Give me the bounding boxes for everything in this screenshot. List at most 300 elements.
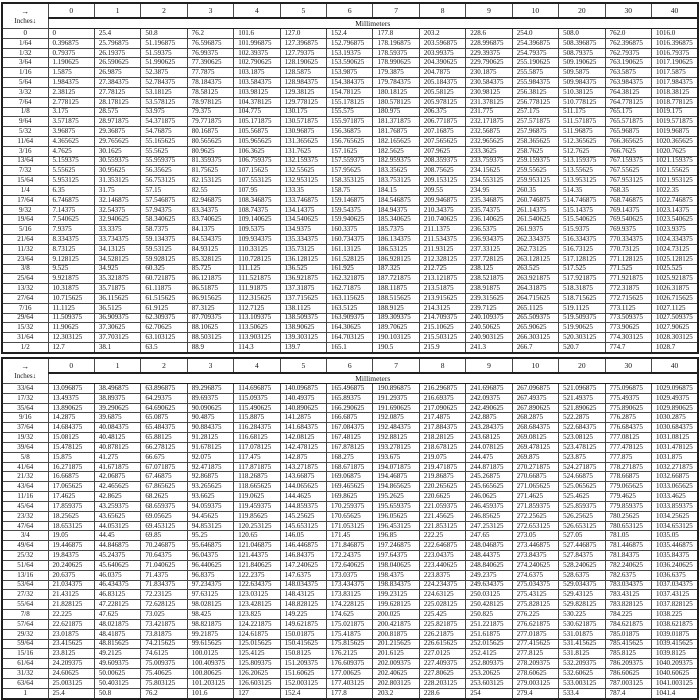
row-label: 15/32 xyxy=(2,323,48,333)
table-cell: 276.621875 xyxy=(512,619,558,629)
table-cell: 104.378125 xyxy=(234,97,280,107)
table-cell: 263.128125 xyxy=(512,254,558,264)
table-cell: 192.0875 xyxy=(373,413,419,423)
table-cell: 90.4875 xyxy=(187,413,233,423)
table-cell: 30.95625 xyxy=(94,166,140,176)
table-cell: 0 xyxy=(48,29,94,39)
table-cell: 168.671875 xyxy=(327,462,373,472)
table-cell: 526.25625 xyxy=(559,511,605,521)
table-cell: 77.390625 xyxy=(187,58,233,68)
table-cell: 1016.0 xyxy=(651,29,698,39)
row-label: 39/64 xyxy=(2,442,48,452)
table-cell: 510.778125 xyxy=(559,97,605,107)
table-cell: 785.8125 xyxy=(605,649,651,659)
table-row xyxy=(2,462,698,472)
table-cell: 1021.953125 xyxy=(651,176,698,186)
table-cell: 781.05 xyxy=(605,531,651,541)
table-cell: 26.590625 xyxy=(94,58,140,68)
table-cell: 191.690625 xyxy=(373,403,419,413)
table-cell: 193.278125 xyxy=(373,442,419,452)
table-row xyxy=(2,678,698,688)
table-cell: 179.3875 xyxy=(373,68,419,78)
row-label: 15/64 xyxy=(2,176,48,186)
table-row xyxy=(2,511,698,521)
table-cell: 82.153125 xyxy=(187,176,233,186)
table-cell: 176.2125 xyxy=(327,649,373,659)
table-cell: 59.134375 xyxy=(141,235,187,245)
table-cell: 204.390625 xyxy=(419,58,465,68)
table-cell: 248.44375 xyxy=(466,551,512,561)
table-cell: 138.1125 xyxy=(280,303,326,313)
table-cell: 243.284375 xyxy=(466,423,512,433)
table-cell: 519.1125 xyxy=(559,303,605,313)
table-cell: 1035.05 xyxy=(651,531,698,541)
table-cell: 126.603125 xyxy=(234,678,280,688)
table-cell: 1032.66875 xyxy=(651,472,698,482)
table-cell: 25.4 xyxy=(48,688,94,699)
table-cell: 87.3125 xyxy=(187,303,233,313)
table-cell: 205.58125 xyxy=(419,87,465,97)
table-row xyxy=(2,225,698,235)
table-cell: 237.33125 xyxy=(466,244,512,254)
table-cell: 277.415625 xyxy=(512,639,558,649)
table-cell: 1039.8125 xyxy=(651,649,698,659)
table-cell: 12.303125 xyxy=(48,333,94,343)
table-cell: 87.709375 xyxy=(187,313,233,323)
table-cell: 1025.525 xyxy=(651,264,698,274)
table-cell: 156.765625 xyxy=(327,136,373,146)
table-cell: 159.54375 xyxy=(327,205,373,215)
table-cell: 215.503125 xyxy=(419,333,465,343)
table-cell: 514.746875 xyxy=(559,195,605,205)
table-cell: 178.990625 xyxy=(373,58,419,68)
col-header-8: 8 xyxy=(419,358,465,373)
table-cell: 172.640625 xyxy=(327,560,373,570)
col-header-2: 2 xyxy=(141,358,187,373)
row-label: 27/32 xyxy=(2,590,48,600)
table-cell: 119.85625 xyxy=(234,511,280,521)
table-cell: 1023.9375 xyxy=(651,225,698,235)
table-cell: 1027.509375 xyxy=(651,313,698,323)
table-cell: 71.834375 xyxy=(141,580,187,590)
table-cell: 234.553125 xyxy=(466,176,512,186)
table-cell: 99.615625 xyxy=(187,639,233,649)
table-cell: 7.9375 xyxy=(48,225,94,235)
table-cell: 209.946875 xyxy=(419,195,465,205)
table-cell: 144.065625 xyxy=(280,482,326,492)
row-label: 1/32 xyxy=(2,48,48,58)
table-row xyxy=(2,384,698,394)
table-cell: 61.11875 xyxy=(141,284,187,294)
table-cell: 172.24375 xyxy=(327,551,373,561)
col-header-8: 8 xyxy=(419,3,465,18)
table-row xyxy=(2,107,698,117)
row-label: 13/64 xyxy=(2,156,48,166)
table-cell: 12.7 xyxy=(48,343,94,354)
table-cell: 220.6625 xyxy=(419,492,465,502)
table-cell: 159.146875 xyxy=(327,195,373,205)
table-cell: 41.275 xyxy=(94,452,140,462)
table-cell: 134.9375 xyxy=(280,225,326,235)
table-cell: 250.428125 xyxy=(466,600,512,610)
table-row xyxy=(2,264,698,274)
table-row xyxy=(2,521,698,531)
table-cell: 145.25625 xyxy=(280,511,326,521)
table-cell: 202.009375 xyxy=(373,659,419,669)
table-cell: 95.646875 xyxy=(187,541,233,551)
table-cell: 1025.921875 xyxy=(651,274,698,284)
row-label: 31/64 xyxy=(2,333,48,343)
table-cell: 519.509375 xyxy=(559,313,605,323)
row-label: 21/64 xyxy=(2,235,48,245)
table-cell: 228.203125 xyxy=(419,678,465,688)
table-cell: 779.859375 xyxy=(605,501,651,511)
table-cell: 1019.571875 xyxy=(651,117,698,127)
table-cell: 58.7375 xyxy=(141,225,187,235)
table-cell: 125.015625 xyxy=(234,639,280,649)
table-row xyxy=(2,669,698,679)
table-cell: 522.684375 xyxy=(559,423,605,433)
col-header-4: 4 xyxy=(234,3,280,18)
table-row xyxy=(2,551,698,561)
table-cell: 140.096875 xyxy=(280,384,326,394)
table-cell: 86.51875 xyxy=(187,284,233,294)
table-cell: 217.884375 xyxy=(419,423,465,433)
table-row xyxy=(2,48,698,58)
row-label: 9/64 xyxy=(2,117,48,127)
table-cell: 100.0125 xyxy=(187,649,233,659)
table-cell: 133.746875 xyxy=(280,195,326,205)
table-cell: 253.20625 xyxy=(466,669,512,679)
table-cell: 74.6125 xyxy=(141,649,187,659)
table-row xyxy=(2,639,698,649)
table-cell: 265.90625 xyxy=(512,323,558,333)
table-cell: 67.071875 xyxy=(141,462,187,472)
table-cell: 533.003125 xyxy=(559,678,605,688)
col-header-9: 9 xyxy=(466,358,512,373)
table-cell: 225.821875 xyxy=(419,619,465,629)
table-cell: 92.075 xyxy=(187,452,233,462)
table-cell: 98.028125 xyxy=(187,600,233,610)
table-cell: 20.240625 xyxy=(48,560,94,570)
table-cell: 1028.7 xyxy=(651,343,698,354)
table-row xyxy=(2,590,698,600)
table-cell: 128.984375 xyxy=(280,78,326,88)
table-cell: 1021.159375 xyxy=(651,156,698,166)
table-cell: 217.4875 xyxy=(419,413,465,423)
table-cell: 251.221875 xyxy=(466,619,512,629)
inches-label: Inches↓ xyxy=(14,371,37,380)
table-cell: 513.953125 xyxy=(559,176,605,186)
table-cell: 47.625 xyxy=(94,610,140,620)
row-label: 5/8 xyxy=(2,452,48,462)
table-cell: 44.053125 xyxy=(94,521,140,531)
table-cell: 1041.4 xyxy=(651,688,698,699)
table-cell: 214.3125 xyxy=(419,303,465,313)
table-cell: 63.896875 xyxy=(141,384,187,394)
table-cell: 72.628125 xyxy=(141,600,187,610)
table-cell: 200.81875 xyxy=(373,629,419,639)
table-cell: 11.1125 xyxy=(48,303,94,313)
table-cell: 138.90625 xyxy=(280,323,326,333)
table-cell: 523.478125 xyxy=(559,442,605,452)
table-cell: 164.703125 xyxy=(327,333,373,343)
table-cell: 513.159375 xyxy=(559,156,605,166)
table-cell: 1030.684375 xyxy=(651,423,698,433)
row-label: 57/64 xyxy=(2,619,48,629)
table-cell: 1023.14375 xyxy=(651,205,698,215)
row-label: 23/64 xyxy=(2,254,48,264)
table-row xyxy=(2,166,698,176)
table-cell: 219.471875 xyxy=(419,462,465,472)
table-cell: 121.046875 xyxy=(234,541,280,551)
row-label: 7/64 xyxy=(2,97,48,107)
table-row xyxy=(2,254,698,264)
table-cell: 177.00625 xyxy=(327,669,373,679)
table-cell: 198.4375 xyxy=(373,570,419,580)
table-cell: 777.478125 xyxy=(605,442,651,452)
table-cell: 175.41875 xyxy=(327,629,373,639)
table-cell: 242.490625 xyxy=(466,403,512,413)
table-cell: 529.034375 xyxy=(559,580,605,590)
table-cell: 509.5875 xyxy=(559,68,605,78)
table-cell: 267.49375 xyxy=(512,393,558,403)
table-cell: 84.93125 xyxy=(187,244,233,254)
table-cell: 766.7625 xyxy=(605,146,651,156)
table-cell: 511.571875 xyxy=(559,117,605,127)
table-cell: 785.01875 xyxy=(605,629,651,639)
table-cell: 152.4 xyxy=(280,688,326,699)
table-cell: 1024.334375 xyxy=(651,235,698,245)
table-cell: 1030.2875 xyxy=(651,413,698,423)
table-cell: 21.034375 xyxy=(48,580,94,590)
table-cell: 55.959375 xyxy=(141,156,187,166)
table-cell: 225.028125 xyxy=(419,600,465,610)
table-cell: 250.03125 xyxy=(466,590,512,600)
table-cell: 521.096875 xyxy=(559,384,605,394)
table-cell: 262.334375 xyxy=(512,235,558,245)
table-cell: 783.034375 xyxy=(605,580,651,590)
table-cell: 118.26875 xyxy=(234,472,280,482)
table-cell: 217.090625 xyxy=(419,403,465,413)
table-cell: 67.46875 xyxy=(141,472,187,482)
table-cell: 61.9125 xyxy=(141,303,187,313)
table-cell: 157.559375 xyxy=(327,156,373,166)
table-cell: 107.553125 xyxy=(234,176,280,186)
table-cell: 13.096875 xyxy=(48,384,94,394)
table-row xyxy=(2,610,698,620)
table-cell: 778.271875 xyxy=(605,462,651,472)
table-cell: 166.290625 xyxy=(327,403,373,413)
table-cell: 189.70625 xyxy=(373,323,419,333)
table-row xyxy=(2,541,698,551)
table-cell: 152.796875 xyxy=(327,38,373,48)
table-cell: 143.271875 xyxy=(280,462,326,472)
table-cell: 44.45 xyxy=(94,531,140,541)
table-cell: 15.478125 xyxy=(48,442,94,452)
table-cell: 1016.79375 xyxy=(651,48,698,58)
table-cell: 165.89375 xyxy=(327,393,373,403)
table-cell: 71.040625 xyxy=(141,560,187,570)
table-cell: 115.09375 xyxy=(234,393,280,403)
table-cell: 782.6375 xyxy=(605,570,651,580)
table-cell: 176.609375 xyxy=(327,659,373,669)
table-cell: 771.921875 xyxy=(605,274,651,284)
table-cell: 190.103125 xyxy=(373,333,419,343)
table-cell: 38.1 xyxy=(94,343,140,354)
table-cell: 3.571875 xyxy=(48,117,94,127)
table-cell: 509.984375 xyxy=(559,78,605,88)
table-cell: 247.65 xyxy=(466,531,512,541)
table-cell: 191.29375 xyxy=(373,393,419,403)
col-header-0: 0 xyxy=(48,3,94,18)
table-cell: 787.4 xyxy=(605,688,651,699)
table-cell: 98.425 xyxy=(187,610,233,620)
table-cell: 1033.859375 xyxy=(651,501,698,511)
table-cell: 48.021875 xyxy=(94,619,140,629)
table-cell: 241.696875 xyxy=(466,384,512,394)
col-header-10: 10 xyxy=(512,3,558,18)
table-cell: 96.04375 xyxy=(187,551,233,561)
table-cell: 70.64375 xyxy=(141,551,187,561)
table-cell: 18.25625 xyxy=(48,511,94,521)
row-label: 5/64 xyxy=(2,78,48,88)
table-row xyxy=(2,501,698,511)
table-cell: 1038.621875 xyxy=(651,619,698,629)
table-cell: 218.678125 xyxy=(419,442,465,452)
table-cell: 1037.828125 xyxy=(651,600,698,610)
table-cell: 148.034375 xyxy=(280,580,326,590)
table-cell: 239.7125 xyxy=(466,303,512,313)
table-cell: 15.875 xyxy=(48,452,94,462)
row-label: 43/64 xyxy=(2,482,48,492)
table-cell: 171.45 xyxy=(327,531,373,541)
row-label: 3/8 xyxy=(2,264,48,274)
table-cell: 3.175 xyxy=(48,107,94,117)
table-cell: 230.98125 xyxy=(466,87,512,97)
table-cell: 279.4 xyxy=(512,688,558,699)
table-cell: 60.325 xyxy=(141,264,187,274)
table-cell: 1020.7625 xyxy=(651,146,698,156)
table-cell: 219.86875 xyxy=(419,472,465,482)
row-label: 53/64 xyxy=(2,580,48,590)
table-cell: 51.59375 xyxy=(141,48,187,58)
table-cell: 94.853125 xyxy=(187,521,233,531)
row-label: 15/16 xyxy=(2,649,48,659)
table-cell: 770.73125 xyxy=(605,244,651,254)
table-cell: 28.971875 xyxy=(94,117,140,127)
table-cell: 73.81875 xyxy=(141,629,187,639)
table-cell: 182.959375 xyxy=(373,156,419,166)
table-cell: 16.66875 xyxy=(48,472,94,482)
table-cell: 112.7125 xyxy=(234,303,280,313)
table-row xyxy=(2,58,698,68)
table-cell: 34.528125 xyxy=(94,254,140,264)
table-cell: 229.790625 xyxy=(466,58,512,68)
table-cell: 232.171875 xyxy=(466,117,512,127)
table-cell: 1021.55625 xyxy=(651,166,698,176)
table-row xyxy=(2,78,698,88)
table-cell: 14.2875 xyxy=(48,413,94,423)
table-cell: 28.178125 xyxy=(94,97,140,107)
table-cell: 1031.875 xyxy=(651,452,698,462)
table-cell: 247.253125 xyxy=(466,521,512,531)
table-cell: 764.38125 xyxy=(605,87,651,97)
table-cell: 148.43125 xyxy=(280,590,326,600)
table-cell: 1032.271875 xyxy=(651,462,698,472)
table-cell: 53.18125 xyxy=(141,87,187,97)
table-cell: 182.5625 xyxy=(373,146,419,156)
table-cell: 1018.778125 xyxy=(651,97,698,107)
col-header-0: 0 xyxy=(48,358,94,373)
table-cell: 43.259375 xyxy=(94,501,140,511)
table-cell: 98.821875 xyxy=(187,619,233,629)
row-label: 29/32 xyxy=(2,629,48,639)
table-cell: 69.05625 xyxy=(141,511,187,521)
col-header-3: 3 xyxy=(187,3,233,18)
table-cell: 25.4 xyxy=(94,29,140,39)
table-cell: 261.540625 xyxy=(512,215,558,225)
table-cell: 228.6 xyxy=(466,29,512,39)
table-cell: 173.434375 xyxy=(327,580,373,590)
table-cell: 132.159375 xyxy=(280,156,326,166)
table-cell: 204.7875 xyxy=(419,68,465,78)
table-cell: 82.946875 xyxy=(187,195,233,205)
table-cell: 157.1625 xyxy=(327,146,373,156)
table-cell: 129.38125 xyxy=(280,87,326,97)
table-cell: 84.534375 xyxy=(187,235,233,245)
table-cell: 165.496875 xyxy=(327,384,373,394)
table-cell: 531.415625 xyxy=(559,639,605,649)
table-cell: 100.409375 xyxy=(187,659,233,669)
table-cell: 36.909375 xyxy=(94,313,140,323)
table-cell: 771.525 xyxy=(605,264,651,274)
table-cell: 276.225 xyxy=(512,610,558,620)
table-row xyxy=(2,244,698,254)
table-cell: 192.88125 xyxy=(373,433,419,443)
table-cell: 195.659375 xyxy=(373,501,419,511)
table-cell: 1017.984375 xyxy=(651,78,698,88)
table-cell: 263.525 xyxy=(512,264,558,274)
table-cell: 232.56875 xyxy=(466,127,512,137)
table-cell: 94.45625 xyxy=(187,511,233,521)
table-cell: 270.66875 xyxy=(512,472,558,482)
table-cell: 182.165625 xyxy=(373,136,419,146)
table-cell: 518.715625 xyxy=(559,293,605,303)
table-cell: 107.95 xyxy=(234,186,280,196)
table-cell: 185.7375 xyxy=(373,225,419,235)
table-cell: 185.340625 xyxy=(373,215,419,225)
table-cell: 32.940625 xyxy=(94,215,140,225)
row-label: 1/8 xyxy=(2,107,48,117)
table-cell: 113.50625 xyxy=(234,323,280,333)
table-cell: 125.4125 xyxy=(234,649,280,659)
table-cell: 1031.478125 xyxy=(651,442,698,452)
table-cell: 209.55 xyxy=(419,186,465,196)
table-cell: 104.775 xyxy=(234,107,280,117)
table-cell: 783.43125 xyxy=(605,590,651,600)
table-cell: 129.778125 xyxy=(280,97,326,107)
table-cell: 4.7625 xyxy=(48,146,94,156)
table-cell: 164.30625 xyxy=(327,323,373,333)
table-cell: 765.96875 xyxy=(605,127,651,137)
table-cell: 78.58125 xyxy=(187,87,233,97)
table-cell: 767.953125 xyxy=(605,176,651,186)
table-row xyxy=(2,343,698,354)
row-label: 33/64 xyxy=(2,384,48,394)
table-cell: 246.459375 xyxy=(466,501,512,511)
table-cell: 123.03125 xyxy=(234,590,280,600)
